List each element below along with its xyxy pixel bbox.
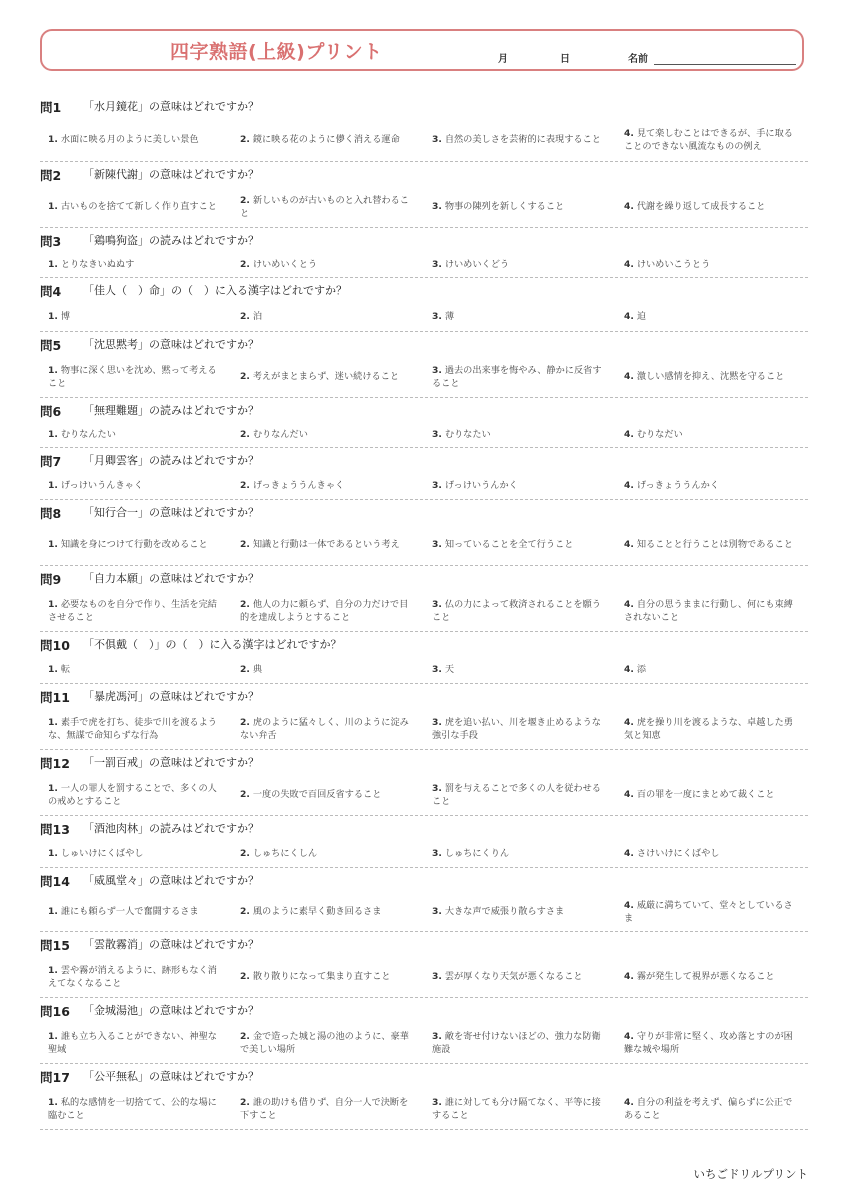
option-text: 素手で虎を打ち、徒歩で川を渡るような、無謀で命知らずな行為 <box>48 716 217 741</box>
option-text: 見て楽しむことはできるが、手に取ることのできない風流なものの例え <box>624 127 793 152</box>
option-text: 仏の力によって救済されることを願うこと <box>432 598 601 623</box>
answer-option[interactable] <box>424 663 616 676</box>
answer-option[interactable] <box>424 133 616 146</box>
option-text: しゅちにくしん <box>252 848 318 859</box>
option-text: 知識と行動は一体であるという考え <box>252 539 400 550</box>
question-number: 問17 <box>40 1070 70 1085</box>
answer-option[interactable] <box>424 479 616 492</box>
question-block <box>40 632 808 684</box>
answer-option[interactable] <box>424 364 616 390</box>
option-text: 私的な感情を一切捨てて、公的な場に臨むこと <box>48 1096 217 1121</box>
question-text: 「公平無私」の意味はどれですか？ <box>83 1070 259 1083</box>
option-text: 誰も立ち入ることができない、神聖な聖域 <box>48 1030 217 1055</box>
option-number: 2. <box>240 906 250 917</box>
question-header <box>40 868 808 891</box>
answer-option[interactable] <box>424 970 616 983</box>
option-number: 3. <box>432 539 442 550</box>
answer-options <box>40 117 808 162</box>
option-number: 2. <box>240 194 250 206</box>
answer-option[interactable] <box>616 310 808 323</box>
option-text: 自分の利益を考えず、偏らずに公正であること <box>624 1096 793 1121</box>
option-text: むりなだい <box>636 429 683 440</box>
option-text: げっきょううんきゃく <box>252 480 345 491</box>
question-text: 「酒池肉林」の読みはどれですか？ <box>83 822 259 835</box>
option-text: しゅちにくりん <box>444 848 510 859</box>
question-number: 問11 <box>40 690 70 705</box>
question-text: 「佳人（ ）命」の（ ）に入る漢字はどれですか？ <box>83 284 347 297</box>
question-block <box>40 500 808 566</box>
question-text: 「暴虎馮河」の意味はどれですか？ <box>83 690 259 703</box>
option-text: 誰の助けも借りず、自分一人で決断を下すこと <box>240 1096 409 1121</box>
question-header <box>40 684 808 707</box>
answer-option[interactable] <box>232 194 424 220</box>
question-text: 「新陳代謝」の意味はどれですか？ <box>83 168 259 181</box>
option-text: 他人の力に頼らず、自分の力だけで目的を達成しようとすること <box>240 598 409 623</box>
option-number: 1. <box>48 598 58 610</box>
answer-option[interactable] <box>424 1096 616 1122</box>
option-number: 1. <box>48 429 58 440</box>
answer-option[interactable] <box>232 788 424 801</box>
option-text: げっけいうんかく <box>444 480 518 491</box>
option-number: 1. <box>48 201 58 212</box>
answer-options <box>40 301 808 332</box>
question-block <box>40 448 808 500</box>
option-text: 雲が厚くなり天気が悪くなること <box>444 971 583 982</box>
option-number: 1. <box>48 480 58 491</box>
option-number: 1. <box>48 1096 58 1108</box>
option-number: 2. <box>240 848 250 859</box>
option-text: 博 <box>60 311 70 322</box>
option-number: 1. <box>48 664 58 675</box>
answer-option[interactable] <box>40 716 232 742</box>
answer-option[interactable] <box>616 479 808 492</box>
option-number: 4. <box>624 971 634 982</box>
option-text: 守りが非常に堅く、攻め落とすのが困難な城や場所 <box>624 1030 793 1055</box>
answer-option[interactable] <box>424 1030 616 1056</box>
answer-option[interactable] <box>40 964 232 990</box>
option-text: げっきょううんかく <box>636 480 720 491</box>
question-text: 「水月鏡花」の意味はどれですか？ <box>83 100 259 113</box>
answer-options <box>40 589 808 632</box>
option-text: 必要なものを自分で作り、生活を完結させること <box>48 598 217 623</box>
answer-option[interactable] <box>616 1030 808 1056</box>
option-number: 2. <box>240 716 250 728</box>
answer-option[interactable] <box>424 258 616 271</box>
question-text: 「一罰百戒」の意味はどれですか？ <box>83 756 259 769</box>
question-header <box>40 932 808 955</box>
answer-options <box>40 523 808 566</box>
option-number: 1. <box>48 539 58 550</box>
answer-options <box>40 185 808 228</box>
answer-option[interactable] <box>40 133 232 146</box>
option-number: 2. <box>240 539 250 550</box>
option-text: 知ることと行うことは別物であること <box>636 539 793 550</box>
option-text: 大きな声で威張り散らすさま <box>444 906 565 917</box>
question-block <box>40 1064 808 1130</box>
question-text: 「沈思黙考」の意味はどれですか？ <box>83 338 259 351</box>
option-text: 添 <box>636 664 646 675</box>
option-text: 考えがまとまらず、迷い続けること <box>252 371 400 382</box>
option-number: 4. <box>624 371 634 382</box>
answer-options <box>40 471 808 500</box>
answer-options <box>40 421 808 448</box>
option-number: 2. <box>240 1030 250 1042</box>
option-number: 1. <box>48 1030 58 1042</box>
option-text: 虎のように猛々しく、川のように淀みない弁舌 <box>240 716 409 741</box>
option-text: 典 <box>252 664 262 675</box>
option-text: 一人の罪人を罰することで、多くの人の戒めとすること <box>48 782 217 807</box>
header-box <box>40 29 804 71</box>
answer-option[interactable] <box>616 200 808 213</box>
question-block <box>40 932 808 998</box>
answer-options <box>40 955 808 998</box>
answer-option[interactable] <box>40 479 232 492</box>
option-text: 百の罪を一度にまとめて裁くこと <box>636 789 775 800</box>
answer-options <box>40 251 808 278</box>
question-text: 「雲散霧消」の意味はどれですか？ <box>83 938 259 951</box>
page-title: 四字熟語(上級)プリント <box>170 41 383 63</box>
option-text: とりなきいぬぬす <box>60 259 135 270</box>
question-number: 問4 <box>40 284 62 299</box>
question-number: 問2 <box>40 168 62 183</box>
answer-option[interactable] <box>40 598 232 624</box>
answer-option[interactable] <box>40 310 232 323</box>
question-number: 問1 <box>40 100 62 115</box>
option-number: 2. <box>240 259 250 270</box>
option-number: 3. <box>432 480 442 491</box>
question-header <box>40 94 808 117</box>
option-number: 2. <box>240 664 250 675</box>
option-text: 敵を寄せ付けないほどの、強力な防衛施設 <box>432 1030 601 1055</box>
question-header <box>40 398 808 421</box>
question-block <box>40 816 808 868</box>
answer-option[interactable] <box>40 364 232 390</box>
answer-option[interactable] <box>40 538 232 551</box>
option-number: 3. <box>432 1096 442 1108</box>
question-number: 問12 <box>40 756 70 771</box>
answer-option[interactable] <box>424 782 616 808</box>
answer-option[interactable] <box>424 200 616 213</box>
question-block <box>40 566 808 632</box>
answer-option[interactable] <box>616 370 808 383</box>
answer-option[interactable] <box>232 663 424 676</box>
question-number: 問16 <box>40 1004 70 1019</box>
option-text: しゅいけにくばやし <box>60 848 144 859</box>
answer-options <box>40 773 808 816</box>
day-label: 日 <box>560 54 570 65</box>
question-block <box>40 868 808 932</box>
question-text: 「無理難題」の読みはどれですか？ <box>83 404 259 417</box>
question-text: 「知行合一」の意味はどれですか？ <box>83 506 259 519</box>
answer-options <box>40 707 808 750</box>
question-header <box>40 500 808 523</box>
option-text: 物事に深く思いを沈め、黙って考えること <box>48 364 217 389</box>
answer-option[interactable] <box>616 788 808 801</box>
answer-option[interactable] <box>40 258 232 271</box>
question-block <box>40 750 808 816</box>
answer-option[interactable] <box>424 428 616 441</box>
option-text: さけいけにくばやし <box>636 848 720 859</box>
name-label: 名前 <box>628 54 648 65</box>
option-number: 4. <box>624 716 634 728</box>
option-number: 2. <box>240 1096 250 1108</box>
option-number: 2. <box>240 429 250 440</box>
option-text: 誰にも頼らず一人で奮闘するさま <box>60 906 199 917</box>
answer-option[interactable] <box>232 1030 424 1056</box>
option-number: 4. <box>624 789 634 800</box>
option-number: 1. <box>48 964 58 976</box>
option-number: 3. <box>432 906 442 917</box>
question-block <box>40 278 808 332</box>
option-text: 誰に対しても分け隔てなく、平等に接すること <box>432 1096 601 1121</box>
option-number: 4. <box>624 201 634 212</box>
answer-option[interactable] <box>616 127 808 153</box>
option-number: 2. <box>240 598 250 610</box>
answer-option[interactable] <box>616 970 808 983</box>
question-block <box>40 332 808 398</box>
option-number: 3. <box>432 311 442 322</box>
answer-options <box>40 355 808 398</box>
option-number: 1. <box>48 782 58 794</box>
answer-option[interactable] <box>232 970 424 983</box>
question-header <box>40 1064 808 1087</box>
option-text: 雲や霧が消えるように、跡形もなく消えてなくなること <box>48 964 217 989</box>
option-text: けいめいくとう <box>252 259 318 270</box>
option-text: 薄 <box>444 311 454 322</box>
option-number: 3. <box>432 848 442 859</box>
answer-option[interactable] <box>232 479 424 492</box>
option-text: 金で造った城と湯の池のように、豪華で美しい場所 <box>240 1030 409 1055</box>
question-header <box>40 998 808 1021</box>
question-number: 問9 <box>40 572 62 587</box>
option-text: 散り散りになって集まり直すこと <box>252 971 391 982</box>
option-text: 知識を身につけて行動を改めること <box>60 539 208 550</box>
option-number: 3. <box>432 134 442 145</box>
option-text: 新しいものが古いものと入れ替わること <box>240 194 409 219</box>
question-text: 「月卿雲客」の読みはどれですか？ <box>83 454 259 467</box>
question-block <box>40 684 808 750</box>
answer-option[interactable] <box>424 716 616 742</box>
answer-option[interactable] <box>232 1096 424 1122</box>
option-number: 1. <box>48 364 58 376</box>
question-block <box>40 162 808 228</box>
option-text: 霧が発生して視界が悪くなること <box>636 971 775 982</box>
name-field-line[interactable] <box>654 64 796 65</box>
option-text: 古いものを捨てて新しく作り直すこと <box>60 201 217 212</box>
answer-option[interactable] <box>40 905 232 918</box>
answer-options <box>40 655 808 684</box>
question-number: 問10 <box>40 638 70 653</box>
question-number: 問13 <box>40 822 70 837</box>
option-number: 4. <box>624 429 634 440</box>
option-number: 2. <box>240 480 250 491</box>
question-number: 問3 <box>40 234 62 249</box>
option-text: 威厳に満ちていて、堂々としているさま <box>624 899 793 924</box>
option-number: 3. <box>432 364 442 376</box>
question-number: 問8 <box>40 506 62 521</box>
option-number: 4. <box>624 539 634 550</box>
answer-option[interactable] <box>40 200 232 213</box>
answer-option[interactable] <box>232 258 424 271</box>
option-text: 自分の思うままに行動し、何にも束縛されないこと <box>624 598 793 623</box>
option-number: 3. <box>432 259 442 270</box>
option-number: 3. <box>432 971 442 982</box>
option-text: けいめいこうとう <box>636 259 711 270</box>
answer-option[interactable] <box>616 716 808 742</box>
question-text: 「威風堂々」の意味はどれですか？ <box>83 874 259 887</box>
option-number: 1. <box>48 716 58 728</box>
question-list <box>40 94 808 1130</box>
question-number: 問14 <box>40 874 70 889</box>
month-label: 月 <box>498 54 508 65</box>
question-block <box>40 998 808 1064</box>
answer-options <box>40 1087 808 1130</box>
question-number: 問5 <box>40 338 62 353</box>
question-number: 問6 <box>40 404 62 419</box>
option-text: 過去の出来事を悔やみ、静かに反省すること <box>432 364 602 389</box>
option-number: 4. <box>624 259 634 270</box>
option-number: 3. <box>432 664 442 675</box>
option-number: 3. <box>432 429 442 440</box>
option-number: 4. <box>624 127 634 139</box>
answer-option[interactable] <box>616 1096 808 1122</box>
answer-option[interactable] <box>616 598 808 624</box>
answer-option[interactable] <box>424 598 616 624</box>
question-header <box>40 816 808 839</box>
option-number: 1. <box>48 259 58 270</box>
option-number: 3. <box>432 201 442 212</box>
option-text: 罰を与えることで多くの人を従わせること <box>432 782 601 807</box>
question-number: 問15 <box>40 938 70 953</box>
option-number: 4. <box>624 598 634 610</box>
option-text: 虎を追い払い、川を堰き止めるような強引な手段 <box>432 716 601 741</box>
answer-option[interactable] <box>232 133 424 146</box>
answer-option[interactable] <box>40 428 232 441</box>
option-text: 転 <box>60 664 70 675</box>
option-number: 1. <box>48 906 58 917</box>
option-text: 代謝を繰り返して成長すること <box>636 201 766 212</box>
option-number: 4. <box>624 899 634 911</box>
option-text: 激しい感情を抑え、沈黙を守ること <box>636 371 785 382</box>
question-header <box>40 632 808 655</box>
answer-option[interactable] <box>232 847 424 860</box>
question-block <box>40 228 808 278</box>
question-block <box>40 398 808 448</box>
question-text: 「金城湯池」の意味はどれですか？ <box>83 1004 259 1017</box>
option-text: むりなたい <box>444 429 491 440</box>
question-text: 「自力本願」の意味はどれですか？ <box>83 572 259 585</box>
option-number: 4. <box>624 1030 634 1042</box>
answer-option[interactable] <box>232 428 424 441</box>
option-number: 1. <box>48 848 58 859</box>
answer-option[interactable] <box>40 663 232 676</box>
option-number: 3. <box>432 598 442 610</box>
option-number: 4. <box>624 1096 634 1108</box>
option-number: 2. <box>240 311 250 322</box>
answer-option[interactable] <box>40 847 232 860</box>
answer-option[interactable] <box>40 1096 232 1122</box>
option-number: 4. <box>624 848 634 859</box>
option-text: 虎を操り川を渡るような、卓越した勇気と知恵 <box>624 716 793 741</box>
option-text: 物事の陳列を新しくすること <box>444 201 565 212</box>
answer-options <box>40 839 808 868</box>
question-header <box>40 332 808 355</box>
question-number: 問7 <box>40 454 62 469</box>
question-block <box>40 94 808 162</box>
answer-option[interactable] <box>424 905 616 918</box>
option-text: 天 <box>444 664 454 675</box>
option-text: けいめいくどう <box>444 259 510 270</box>
option-number: 2. <box>240 971 250 982</box>
answer-option[interactable] <box>40 782 232 808</box>
answer-option[interactable] <box>616 258 808 271</box>
option-number: 3. <box>432 716 442 728</box>
answer-option[interactable] <box>232 905 424 918</box>
option-number: 2. <box>240 789 250 800</box>
option-text: 風のように素早く動き回るさま <box>252 906 382 917</box>
answer-option[interactable] <box>232 716 424 742</box>
option-number: 2. <box>240 134 250 145</box>
question-text: 「鶏鳴狗盗」の読みはどれですか？ <box>83 234 259 247</box>
answer-option[interactable] <box>616 428 808 441</box>
footer-brand: いちごドリルプリント <box>693 1167 808 1181</box>
answer-option[interactable] <box>616 899 808 925</box>
option-text: 知っていることを全て行うこと <box>444 539 574 550</box>
question-header <box>40 162 808 185</box>
answer-options <box>40 1021 808 1064</box>
question-header <box>40 750 808 773</box>
option-number: 4. <box>624 664 634 675</box>
answer-option[interactable] <box>424 538 616 551</box>
option-number: 2. <box>240 371 250 382</box>
option-text: むりなんたい <box>60 429 116 440</box>
option-text: むりなんだい <box>252 429 308 440</box>
answer-option[interactable] <box>616 847 808 860</box>
question-header <box>40 566 808 589</box>
answer-options <box>40 891 808 932</box>
option-number: 4. <box>624 480 634 491</box>
option-text: 一度の失敗で百回反省すること <box>252 789 382 800</box>
option-text: 迫 <box>636 311 646 322</box>
option-number: 3. <box>432 1030 442 1042</box>
answer-option[interactable] <box>616 538 808 551</box>
question-header <box>40 278 808 301</box>
option-text: 泊 <box>252 311 262 322</box>
answer-option[interactable] <box>232 310 424 323</box>
question-header <box>40 448 808 471</box>
option-number: 3. <box>432 782 442 794</box>
answer-option[interactable] <box>616 663 808 676</box>
option-number: 4. <box>624 311 634 322</box>
option-number: 1. <box>48 134 58 145</box>
option-text: げっけいうんきゃく <box>60 480 144 491</box>
option-text: 鏡に映る花のように儚く消える運命 <box>252 134 400 145</box>
option-text: 水面に映る月のように美しい景色 <box>60 134 199 145</box>
answer-option[interactable] <box>232 370 424 383</box>
answer-option[interactable] <box>232 598 424 624</box>
option-text: 自然の美しさを芸術的に表現すること <box>444 134 601 145</box>
option-number: 1. <box>48 311 58 322</box>
answer-option[interactable] <box>232 538 424 551</box>
answer-option[interactable] <box>40 1030 232 1056</box>
answer-option[interactable] <box>424 847 616 860</box>
question-text: 「不俱戴（ ）」の（ ）に入る漢字はどれですか？ <box>83 638 342 651</box>
answer-option[interactable] <box>424 310 616 323</box>
question-header <box>40 228 808 251</box>
